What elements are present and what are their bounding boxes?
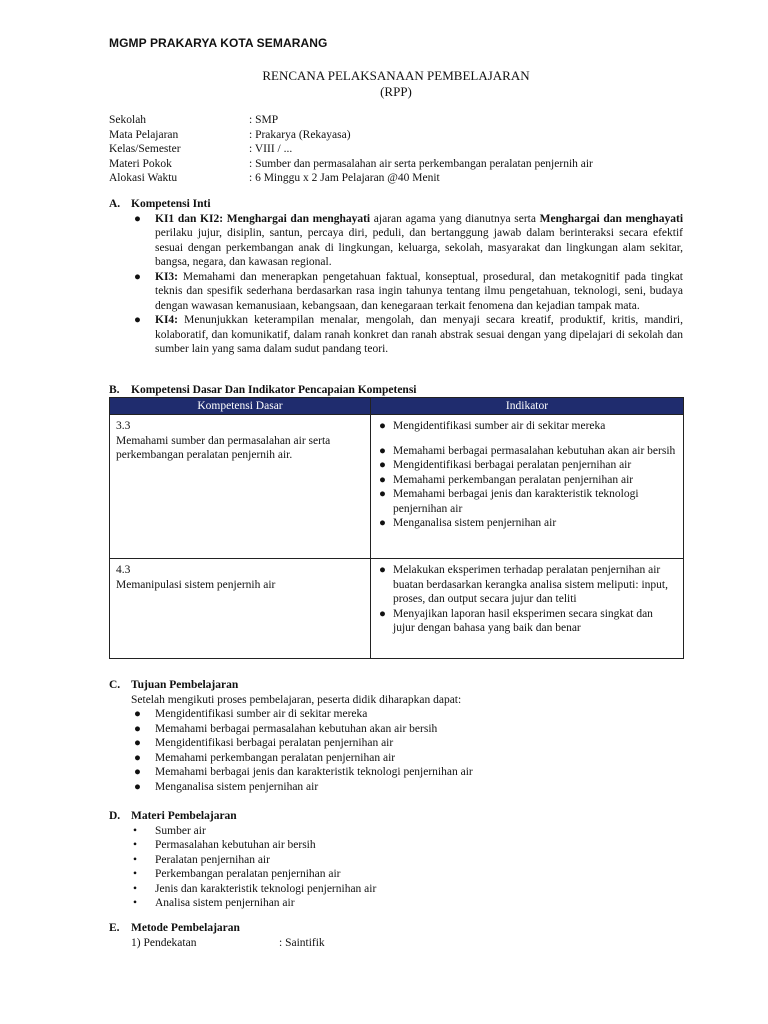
ki-label: KI1 dan KI2: (155, 212, 224, 225)
ki-label: KI3: (155, 270, 178, 283)
list-item (109, 780, 683, 795)
bullet-icon: ● (134, 212, 141, 225)
section-title: Materi Pembelajaran (131, 810, 237, 822)
bullet-icon: ● (134, 737, 141, 749)
bullet-icon: ● (379, 564, 386, 576)
list-item (109, 824, 683, 839)
table-cell-indicators (371, 415, 684, 559)
spacer (377, 434, 677, 444)
list-item (377, 458, 677, 473)
indicator-text: Memahami berbagai permasalahan kebutuhan akan air bersih (393, 444, 676, 457)
section-kompetensi-inti (109, 197, 683, 357)
ki-bold-phrase: Menghargai dan menghayati (539, 212, 684, 225)
list-item (109, 838, 683, 853)
list-item (109, 751, 683, 766)
section-metode-pembelajaran (109, 921, 683, 950)
section-title: Metode Pembelajaran (131, 922, 240, 934)
section-materi-pembelajaran (109, 809, 683, 911)
bullet-icon: ● (134, 751, 141, 764)
section-heading (109, 197, 683, 212)
identity-label: Sekolah (109, 114, 147, 126)
bullet-icon: ● (379, 517, 386, 529)
objective-text: Memahami berbagai permasalahan kebutuhan akan air bersih (155, 722, 438, 735)
list-item (377, 473, 677, 488)
section-letter: A. (109, 198, 121, 210)
list-item (109, 313, 683, 357)
ki-text: ajaran agama yang dianutnya serta (370, 212, 540, 225)
bullet-icon: ● (134, 708, 141, 720)
bullet-icon: • (133, 824, 138, 837)
material-text: Permasalahan kebutuhan air bersih (155, 839, 316, 851)
list-item (377, 607, 677, 636)
method-value: : Saintifik (279, 936, 325, 949)
identity-value: : Sumber dan permasalahan air serta perkembangan peralatan penjernih air (249, 157, 593, 170)
section-title: Kompetensi Inti (131, 198, 211, 210)
column-header: Indikator (371, 398, 684, 415)
bullet-icon: ● (379, 420, 386, 432)
material-text: Sumber air (155, 824, 206, 837)
section-letter: E. (109, 922, 120, 934)
list-item (109, 896, 683, 911)
bullet-icon: ● (379, 459, 386, 471)
indicator-list (377, 563, 677, 636)
section-intro: Setelah mengikuti proses pembelajaran, peserta didik diharapkan dapat: (131, 693, 462, 706)
identity-row (109, 171, 683, 186)
list-item (377, 419, 677, 434)
kd-text: Memahami sumber dan permasalahan air serta perkembangan peralatan penjernih air. (116, 434, 331, 461)
material-text: Jenis dan karakteristik teknologi penjernihan air (155, 882, 377, 895)
objective-text: Mengidentifikasi berbagai peralatan penjernihan air (155, 737, 394, 749)
method-row (109, 936, 683, 951)
indicator-text: Memahami perkembangan peralatan penjernihan air (393, 473, 634, 486)
bullet-icon: • (133, 853, 138, 866)
bullet-icon: ● (379, 473, 386, 486)
identity-label: Kelas/Semester (109, 143, 181, 155)
section-letter: D. (109, 810, 121, 822)
kd-indicator-table (109, 397, 684, 659)
list-item (109, 270, 683, 314)
list-item (109, 882, 683, 897)
section-tujuan-pembelajaran (109, 678, 683, 794)
list-item (109, 765, 683, 780)
indicator-text: Menganalisa sistem penjernihan air (393, 517, 557, 529)
indicator-text: Menyajikan laporan hasil eksperimen secara singkat dan jujur dengan bahasa yang baik dan benar (393, 607, 653, 634)
table-row (110, 559, 684, 659)
identity-row (109, 142, 683, 157)
bullet-icon: ● (379, 444, 386, 457)
table-cell-indicators (371, 559, 684, 659)
title-line-1: RENCANA PELAKSANAAN PEMBELAJARAN (262, 68, 530, 83)
identity-label: Materi Pokok (109, 157, 172, 170)
ki-text: perilaku jujur, disiplin, santun, percaya diri, peduli, dan bertanggung jawab dalam berinteraksi secara efektif sesuai dengan perkembangan anak di lingkungan, keluarga, sekolah, masyarakat dan lingkungan alam sekitar, bangsa, negara, dan kawasan regional. (155, 227, 683, 268)
indicator-text: Mengidentifikasi berbagai peralatan penjernihan air (393, 459, 632, 471)
bullet-icon: • (133, 839, 138, 851)
list-item (377, 563, 677, 607)
list-item (377, 444, 677, 459)
identity-row (109, 157, 683, 172)
list-item (109, 853, 683, 868)
ki-text: Memahami dan menerapkan pengetahuan faktual, konseptual, prosedural, dan metakognitif pada tingkat teknis dan spesifik sederhana berdasarkan rasa ingin tahunya tentang ilmu pengetahuan, teknologi, seni, budaya dengan wawasan kemanusiaan, kebangsaan, dan kenegaraan terkait fenomena dan kejadian tampak mata. (155, 270, 683, 312)
identity-value: : SMP (249, 114, 279, 126)
identity-label: Alokasi Waktu (109, 172, 178, 184)
identity-row (109, 128, 683, 143)
material-text: Peralatan penjernihan air (155, 853, 270, 866)
bullet-icon: ● (134, 314, 141, 326)
bullet-icon: ● (134, 270, 141, 283)
section-kompetensi-dasar (109, 383, 683, 398)
list-item (109, 867, 683, 882)
bullet-icon: ● (134, 780, 141, 793)
objective-text: Memahami berbagai jenis dan karakteristik teknologi penjernihan air (155, 766, 473, 778)
section-title: Tujuan Pembelajaran (131, 679, 239, 691)
objective-list (109, 707, 683, 794)
list-item (377, 487, 677, 516)
section-letter: C. (109, 679, 121, 691)
ki-list (109, 212, 683, 357)
section-letter: B. (109, 384, 120, 396)
bullet-icon: • (133, 868, 138, 880)
indicator-text: Memahami berbagai jenis dan karakteristik teknologi penjernihan air (393, 488, 639, 515)
identity-value: : 6 Minggu x 2 Jam Pelajaran @40 Menit (249, 172, 440, 184)
table-cell-kd (110, 559, 371, 659)
identity-row (109, 113, 683, 128)
bullet-icon: • (133, 882, 138, 895)
bullet-icon: • (133, 897, 138, 909)
bullet-icon: ● (379, 488, 386, 500)
material-list (109, 824, 683, 911)
bullet-icon: ● (134, 766, 141, 778)
kd-number: 4.3 (116, 564, 131, 576)
section-heading (109, 383, 683, 398)
section-title: Kompetensi Dasar Dan Indikator Pencapaian Kompetensi (131, 384, 417, 396)
bullet-icon: ● (379, 607, 386, 620)
ki-label: KI4: (155, 314, 178, 326)
kd-text: Memanipulasi sistem penjernih air (116, 578, 276, 591)
indicator-list (377, 419, 677, 531)
list-item (109, 212, 683, 270)
bullet-icon: ● (134, 722, 141, 735)
material-text: Analisa sistem penjernihan air (155, 897, 295, 909)
identity-value: : Prakarya (Rekayasa) (249, 128, 351, 141)
section-heading (109, 809, 683, 824)
indicator-text: Melakukan eksperimen terhadap peralatan penjernihan air buatan berdasarkan kerangka analisa sistem meliputi: input, proses, dan output secara jujur dan teliti (393, 564, 668, 605)
identity-value: : VIII / ... (249, 143, 293, 155)
table-row (110, 415, 684, 559)
objective-text: Memahami perkembangan peralatan penjernihan air (155, 751, 396, 764)
objective-text: Menganalisa sistem penjernihan air (155, 780, 319, 793)
identity-block (109, 113, 683, 186)
material-text: Perkembangan peralatan penjernihan air (155, 868, 341, 880)
ki-text: Menunjukkan keterampilan menalar, mengolah, dan menyaji secara kreatif, produktif, kritis, mandiri, kolaboratif, dan komunikatif, dalam ranah konkret dan ranah abstrak sesuai dengan yang dipelajari di sekolah dan sumber lain yang sama dalam sudut pandang teori. (155, 314, 683, 355)
organization-header: MGMP PRAKARYA KOTA SEMARANG (109, 36, 328, 50)
list-item (109, 736, 683, 751)
title-line-2: (RPP) (380, 84, 412, 99)
kd-number: 3.3 (116, 420, 131, 432)
identity-label: Mata Pelajaran (109, 128, 179, 141)
table-header-row (110, 398, 684, 415)
document-title (109, 68, 683, 100)
section-heading (109, 921, 683, 936)
ki-bold-phrase: Menghargai dan menghayati (226, 212, 371, 225)
section-heading (109, 678, 683, 693)
column-header: Kompetensi Dasar (110, 398, 371, 415)
table-cell-kd (110, 415, 371, 559)
list-item (377, 516, 677, 531)
indicator-text: Mengidentifikasi sumber air di sekitar mereka (393, 420, 606, 432)
objective-text: Mengidentifikasi sumber air di sekitar mereka (155, 708, 368, 720)
method-label: 1) Pendekatan (131, 936, 197, 949)
list-item (109, 722, 683, 737)
list-item (109, 707, 683, 722)
